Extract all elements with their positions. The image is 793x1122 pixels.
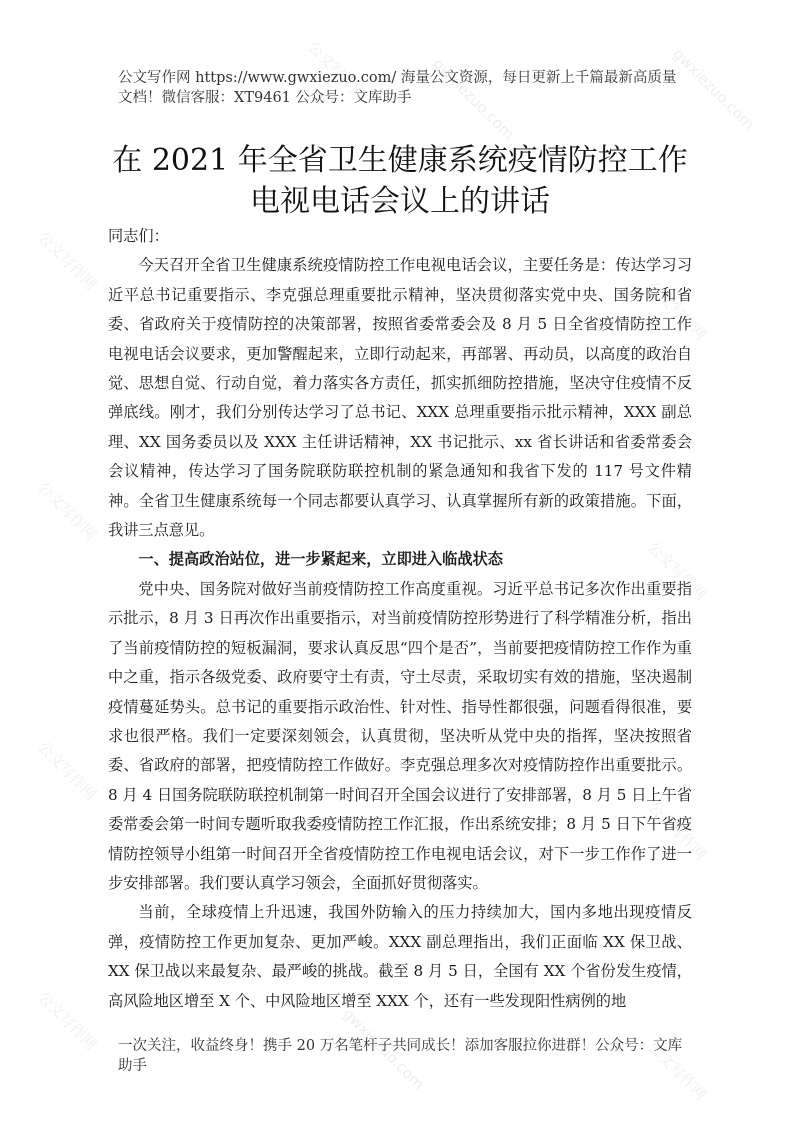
watermark-text: 公文写作网 [34,737,101,804]
paragraph: 党中央、国务院对做好当前疫情防控工作高度重视。习近平总书记多次作出重要指示批示，8 月 3 日再次作出重要指示，对当前疫情防控形势进行了科学精准分析，指出了当前疫情防控的短板漏洞，要求认真反思“四个是否”，当前要把疫情防控工作作为重中之重，指示各级党委、政府要守土有责，守土尽责，采取切实有效的措施，坚决遏制疫情蔓延势头。总书记的重要指示政治性、针对性、指导性都很强，问题看得很准，要求也很严格。我们一定要深刻领会，认真贯彻，坚决听从党中央的指挥，坚决按照省委、省政府的部署，把疫情防控工作做好。李克强总理多次对疫情防控作出重要批示。8 月 4 日国务院联防联控机制第一时间召开全国会议进行了安排部署，8 月 5 日上午省委常委会第一时间专题听取我委疫情防控工作汇报，作出系统安排；8 月 5 日下午省疫情防控领导小组第一时间召开全省疫情防控工作电视电话会议，对下一步工作作了进一步安排部署。我们要认真学习领会，全面抓好贯彻落实。 [108,579,692,892]
watermark-text: 公文写作网 [644,1037,711,1104]
watermark-text: 公文写作网 [34,987,101,1054]
paragraph: 今天召开全省卫生健康系统疫情防控工作电视电话会议，主要任务是：传达学习习近平总书记重要指示、李克强总理重要批示精神，坚决贯彻落实党中央、国务院和省委、省政府关于疫情防控的决策部署，按照省委常委会及 8 月 5 日全省疫情防控工作电视电话会议要求，更加警醒起来，立即行动起来，再部署、再动员，以高度的政治自觉、思想自觉、行动自觉，着力落实各方责任，抓实抓细防控措施，坚决守住疫情不反弹底线。刚才，我们分别传达学习了总书记、XXX 总理重要指示批示精神，XXX 副总理、XX 国务委员以及 XXX 主任讲话精神，XX 书记批示、xx 省长讲话和省委常委会会议精神，传达学习了国务院联防联控机制的紧急通知和我省下发的 117 号文件精神。全省卫生健康系统每一个同志都要认真学习、认真掌握所有新的政策措施。下面，我讲三点意见。 [108,256,692,540]
watermark-text: gwxiezuo.com [339,1004,428,1094]
paragraph: 当前，全球疫情上升迅速，我国外防输入的压力持续加大，国内多地出现疫情反弹，疫情防控工作更加复杂、更加严峻。XXX 副总理指出，我们正面临 XX 保卫战、XX 保卫战以来最复杂、最严峻的挑战。截至 8 月 5 日，全国有 XX 个省份发生疫情，高风险地区增至 X 个、中风险地区增至 XXX 个，还有一些发现阳性病例的地 [108,903,692,1010]
watermark-text: 公文写作网 [644,277,711,344]
section-heading: 一、提高政治站位，进一步紧起来，立即进入临战状态 [138,550,503,569]
page-title: 在 2021 年全省卫生健康系统疫情防控工作电视电话会议上的讲话 [112,143,688,219]
salutation: 同志们： [108,227,169,245]
watermark-text: 公文写作网 [644,797,711,864]
watermark-text: 公文写作网 [34,477,101,544]
watermark-text: 公文写作网 [644,537,711,604]
watermark-text: 公文写作网 [34,227,101,294]
footer-note: 一次关注，收益终身！携手 20 万名笔杆子共同成长！添加客服拉你进群！公众号：文库助手 [118,1038,683,1074]
watermark-text: gwxiezuo.com [429,54,518,144]
watermark-text: 公文写作网 [304,37,371,104]
watermark-text: gwxiezuo.com [669,44,758,134]
header-note: 公文写作网 https://www.gwxiezuo.com/ 海量公文资源，每日更新上千篇最新高质量文档！微信客服：XT9461 公众号：文库助手 [118,70,677,106]
document-body [108,222,692,1016]
